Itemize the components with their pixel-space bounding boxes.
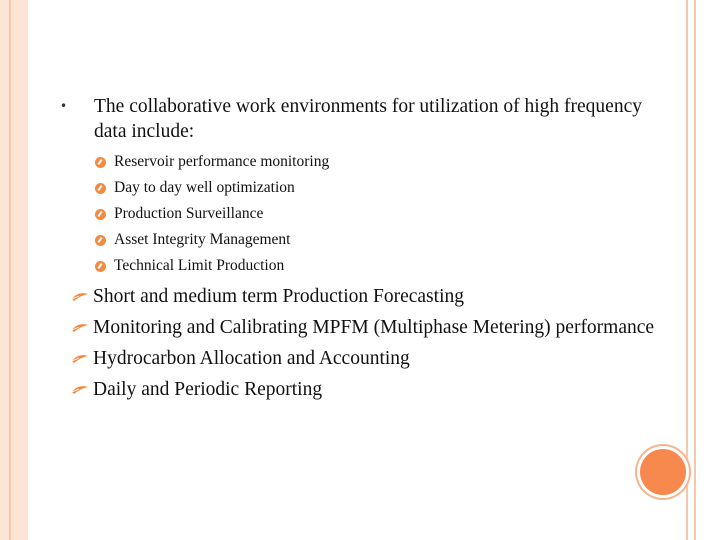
decorative-circle [640, 449, 686, 495]
sub-item [60, 253, 660, 279]
list-item-text: Short and medium term Production Forecasting [93, 286, 464, 307]
list-item [60, 283, 660, 311]
right-frame-line [686, 0, 688, 540]
main-bullet [60, 94, 660, 144]
feather-icon [71, 292, 89, 302]
left-frame-line [9, 0, 11, 540]
sub-item-list [60, 149, 660, 279]
list-item-text: Monitoring and Calibrating MPFM (Multiphase Metering) performance [93, 317, 655, 338]
list-item-text: Daily and Periodic Reporting [93, 379, 323, 400]
sub-item [60, 227, 660, 253]
sub-item-text: Asset Integrity Management [114, 231, 291, 248]
sub-item [60, 201, 660, 227]
left-frame-band [0, 0, 28, 540]
main-bullet-text: The collaborative work environments for utilization of high frequency data include: [94, 96, 642, 142]
right-frame-band [686, 0, 720, 540]
feather-icon [71, 385, 89, 395]
sub-item-text: Production Surveillance [114, 205, 264, 222]
sub-item [60, 175, 660, 201]
sub-item-text: Day to day well optimization [114, 179, 295, 196]
feather-icon [71, 354, 89, 364]
sub-item [60, 149, 660, 175]
list-item-text: Hydrocarbon Allocation and Accounting [93, 348, 410, 369]
check-circle-icon [95, 157, 106, 168]
check-circle-icon [95, 235, 106, 246]
right-frame-line [694, 0, 696, 540]
list-item [60, 345, 660, 373]
check-circle-icon [95, 209, 106, 220]
slide-content [60, 94, 660, 407]
sub-item-text: Technical Limit Production [114, 257, 285, 274]
list-item [60, 376, 660, 404]
check-circle-icon [95, 261, 106, 272]
list-item [60, 314, 660, 342]
feather-icon [71, 323, 89, 333]
sub-item-text: Reservoir performance monitoring [114, 153, 330, 170]
check-circle-icon [95, 183, 106, 194]
bullet-dot-icon: • [60, 99, 68, 113]
